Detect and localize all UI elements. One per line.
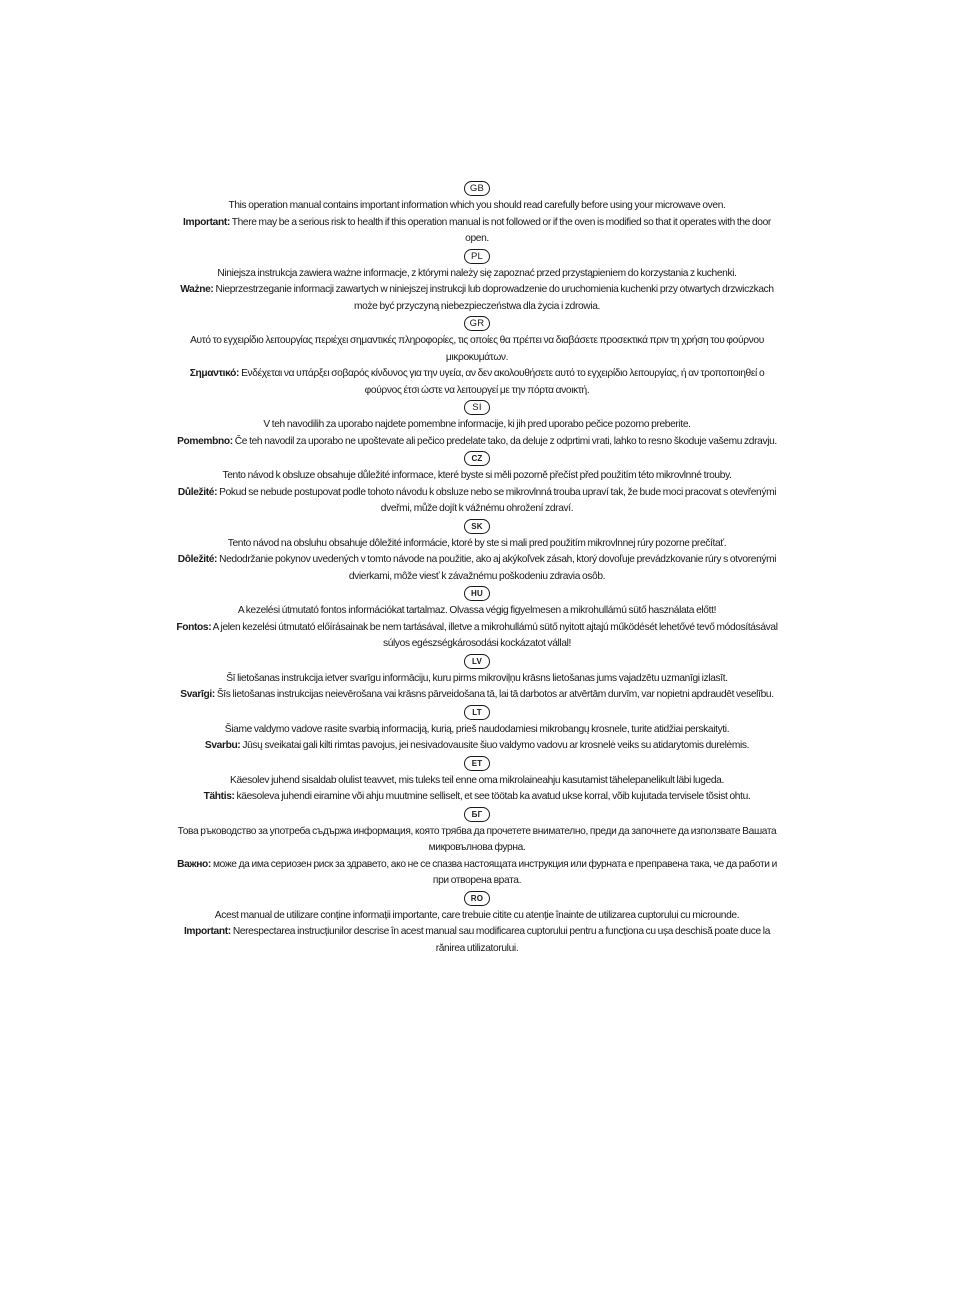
- section-pl: [174, 248, 780, 316]
- section-bg: [174, 806, 780, 890]
- language-badge: GR: [464, 316, 490, 331]
- info-text: Tento návod na obsluhu obsahuje dôležité informácie, ktoré by ste si mali pred použitím mikrovlnnej rúry pozorne prečítať.: [227, 537, 727, 549]
- warning-text: Šīs lietošanas instrukcijas neievērošana vai krāsns pārveidošana tā, lai tā darbotos ar atvērtām durvīm, var nopietni apdraudēt veselību.: [216, 689, 774, 700]
- language-badge: LT: [464, 705, 490, 720]
- warning-label: Tähtis:: [203, 791, 235, 802]
- warning-text: Nerespectarea instrucțiunilor descrise în acest manual sau modificarea cuptorului pentru a funcționa cu ușa deschisă poate duce la rănirea utilizatorului.: [232, 926, 771, 954]
- warning-paragraph: [174, 620, 780, 653]
- section-si: [174, 399, 780, 450]
- warning-label: Important:: [183, 926, 231, 937]
- language-badge: БГ: [464, 807, 490, 822]
- language-badge: SK: [464, 519, 490, 534]
- section-gb: [174, 180, 780, 248]
- language-badge: HU: [464, 586, 490, 601]
- warning-text: Pokud se nebude postupovat podle tohoto návodu k obsluze nebo se mikrovlnná trouba upraví tak, že bude moci pracovat s otevřenými dveřmi, může dojít k vážnému ohrožení zdraví.: [219, 486, 777, 514]
- warning-text: Ενδέχεται να υπάρξει σοβαρός κίνδυνος για την υγεία, αν δεν ακολουθήσετε αυτό το εγχειρίδιο λειτουργίας, ή αν τροποποιηθεί ο φούρνος έτσι ώστε να λειτουργεί με την πόρτα ανοικτή.: [241, 368, 765, 396]
- warning-paragraph: [174, 366, 780, 399]
- section-lt: [174, 704, 780, 755]
- warning-paragraph: [174, 552, 780, 585]
- warning-paragraph: [174, 215, 780, 248]
- section-et: [174, 755, 780, 806]
- section-sk: [174, 518, 780, 586]
- info-text: Acest manual de utilizare conține informații importante, care trebuie citite cu atenție înainte de utilizarea cuptorului cu microunde.: [214, 909, 740, 921]
- warning-label: Важно:: [177, 858, 211, 870]
- warning-label: Important:: [183, 216, 230, 228]
- warning-text: A jelen kezelési útmutató előírásainak be nem tartásával, illetve a mikrohullámú sütő nyitott ajtajú működését lehetővé tevő módosításával súlyos egészségkárosodási kockázatot vállal!: [212, 621, 778, 649]
- info-text: Šī lietošanas instrukcija ietver svarīgu informāciju, kuru pirms mikroviļņu krāsns lietošanas jums vajadzētu uzmanīgi izlasīt.: [226, 672, 728, 684]
- warning-text: käesoleva juhendi eiramine või ahju muutmine selliselt, et see töötab ka avatud ukse korral, võib kujutada tervisele tõsist ohtu.: [236, 791, 751, 802]
- language-badge: PL: [464, 249, 490, 264]
- manual-page: [0, 180, 954, 957]
- info-text: Αυτό το εγχειρίδιο λειτουργίας περιέχει σημαντικές πληροφορίες, τις οποίες θα πρέπει να διαβάσετε προσεκτικά πριν τη χρήση του φούρνου μικροκυμάτων.: [190, 335, 764, 363]
- warning-paragraph: [174, 687, 780, 704]
- warning-label: Svarbu:: [204, 740, 241, 751]
- language-badge: CZ: [464, 451, 490, 466]
- info-text: Šiame valdymo vadove rasite svarbią informaciją, kurią, prieš naudodamiesi mikrobangų krosnele, turite atidžiai perskaityti.: [224, 723, 730, 735]
- info-text: Niniejsza instrukcja zawiera ważne informacje, z którymi należy się zapoznać przed przystąpieniem do korzystania z kuchenki.: [217, 267, 737, 279]
- warning-label: Fontos:: [176, 621, 212, 633]
- info-text: Käesolev juhend sisaldab olulist teavvet, mis tuleks teil enne oma mikrolaineahju kasutamist tähelepanelikult läbi lugeda.: [230, 774, 724, 786]
- section-ro: [174, 890, 780, 958]
- warning-label: Ważne:: [180, 284, 214, 295]
- warning-text: Če teh navodil za uporabo ne upoštevate ali pečico predelate tako, da deluje z odprtimi vrati, lahko to resno škoduje vašemu zdravju.: [234, 435, 777, 447]
- warning-label: Svarīgi:: [180, 689, 215, 700]
- warning-label: Dôležité:: [177, 554, 218, 565]
- warning-text: There may be a serious risk to health if this operation manual is not followed or if the oven is modified so that it operates with the door open.: [231, 216, 771, 244]
- warning-paragraph: [174, 434, 780, 451]
- language-badge: RO: [464, 891, 490, 906]
- section-hu: [174, 585, 780, 653]
- warning-text: Nieprzestrzeganie informacji zawartych w niniejszej instrukcji lub doprowadzenie do uruchomienia kuchenki przy otwartych drzwiczkach może być przyczyną niebezpieczeństwa dla życia i zdrowia.: [215, 284, 774, 312]
- warning-paragraph: [174, 789, 780, 806]
- warning-text: може да има сериозен риск за здравето, ако не се спазва настоящата инструкция или фурната е преправена така, че да работи и при отворена врата.: [212, 858, 777, 886]
- warning-label: Σημαντικό:: [189, 368, 240, 379]
- warning-text: Jūsų sveikatai gali kilti rimtas pavojus, jei nesivadovausite šiuo valdymo vadovu ar krosnelė veiks su atidarytomis durelėmis.: [242, 740, 750, 751]
- info-text: Tento návod k obsluze obsahuje důležité informace, které byste si měli pozorně přečíst před použitím této mikrovlnné trouby.: [222, 470, 732, 481]
- section-gr: [174, 315, 780, 399]
- info-text: V teh navodilih za uporabo najdete pomembne informacije, ki jih pred uporabo pečice pozorno preberite.: [263, 419, 691, 430]
- language-badge: ET: [464, 756, 490, 771]
- section-cz: [174, 450, 780, 518]
- language-badge: SI: [464, 400, 490, 415]
- warning-paragraph: [174, 738, 780, 755]
- warning-paragraph: [174, 485, 780, 518]
- info-text: A kezelési útmutató fontos információkat tartalmaz. Olvassa végig figyelmesen a mikrohullámú sütő használata előtt!: [237, 605, 717, 616]
- info-text: Това ръководство за употреба съдържа информация, която трябва да прочетете внимателно, преди да започнете да използвате Вашата микровълнова фурна.: [177, 825, 777, 853]
- section-lv: [174, 653, 780, 704]
- warning-paragraph: [174, 857, 780, 890]
- warning-label: Důležité:: [177, 486, 218, 498]
- language-badge: LV: [464, 654, 490, 669]
- warning-text: Nedodržanie pokynov uvedených v tomto návode na použitie, ako aj akýkoľvek zásah, ktorý dovoľuje prevádzkovanie rúry s otvorenými dvierkami, môže viesť k závažnému poškodeniu zdravia osôb.: [219, 554, 777, 582]
- warning-paragraph: [174, 282, 780, 315]
- language-badge: GB: [464, 181, 490, 196]
- info-text: This operation manual contains important information which you should read carefully before using your microwave oven.: [228, 200, 726, 211]
- warning-label: Pomembno:: [177, 435, 233, 447]
- warning-paragraph: [174, 924, 780, 957]
